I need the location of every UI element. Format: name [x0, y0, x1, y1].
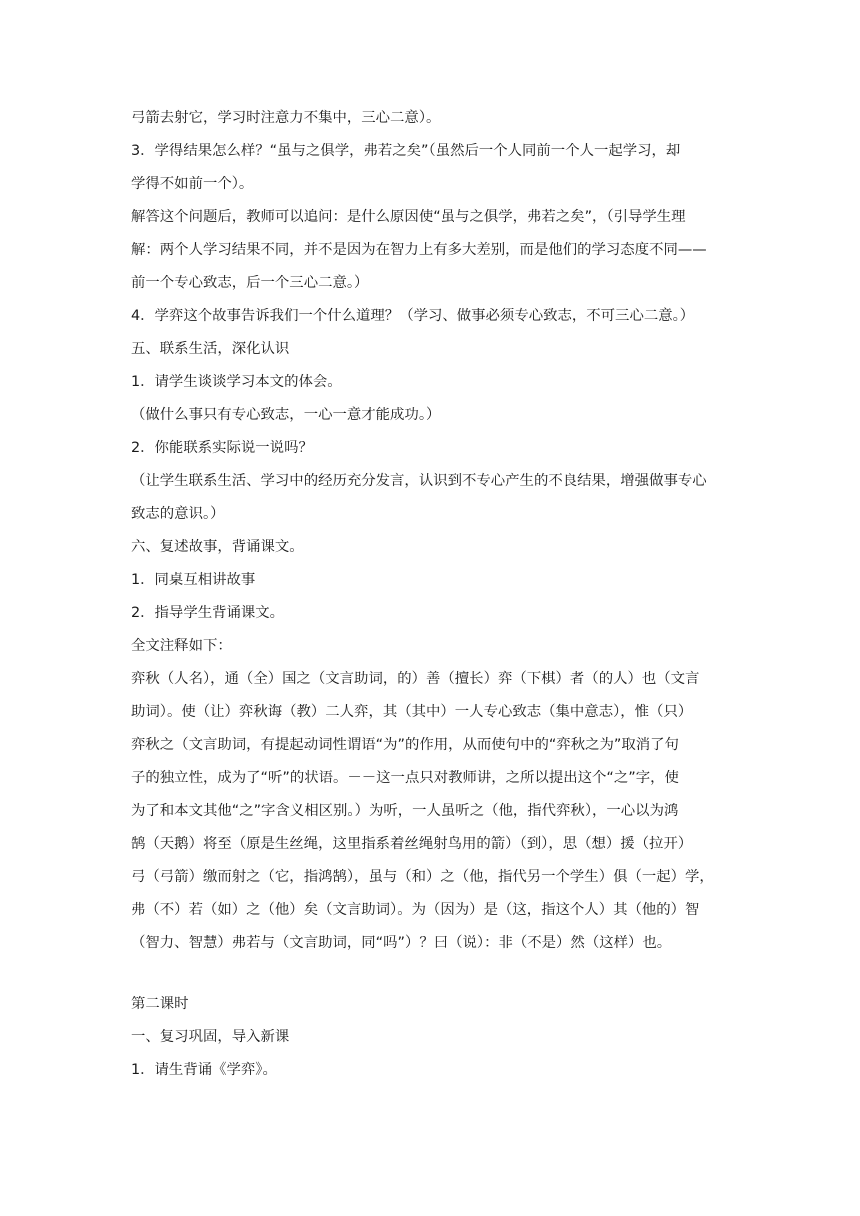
lesson-heading: 第二课时: [131, 996, 189, 1012]
annotation-line: 弈秋之（文言助词，有提起动词性谓语“为”的作用，从而使句中的“弈秋之为”取消了句: [131, 737, 679, 753]
text-line: 前一个专心致志，后一个三心二意。）: [131, 275, 369, 291]
annotation-line: （智力、智慧）弗若与（文言助词，同“吗”）？曰（说）：非（不是）然（这样）也。: [131, 935, 672, 951]
text-line: 1．请生背诵《学弈》。: [131, 1062, 277, 1078]
paragraph-gap: [131, 960, 731, 988]
text-line: 解答这个问题后，教师可以追问：是什么原因使“虽与之俱学，弗若之矣”，（引导学生理: [131, 209, 686, 225]
text-line: 2．指导学生背诵课文。: [131, 605, 285, 621]
text-line: （让学生联系生活、学习中的经历充分发言，认识到不专心产生的不良结果，增强做事专心: [131, 473, 707, 489]
section-heading: 六、复述故事，背诵课文。: [131, 539, 304, 555]
text-line: 弓箭去射它，学习时注意力不集中，三心二意）。: [131, 110, 441, 126]
text-line: 解：两个人学习结果不同，并不是因为在智力上有多大差别，而是他们的学习态度不同——: [131, 242, 707, 258]
annotation-line: 鹄（天鹅）将至（原是生丝绳，这里指系着丝绳射鸟用的箭）（到），思（想）援（拉开）: [131, 836, 693, 852]
text-line: 1．请学生谈谈学习本文的体会。: [131, 374, 342, 390]
text-line: 1．同桌互相讲故事: [131, 572, 256, 588]
text-line: 2．你能联系实际说一说吗？: [131, 440, 313, 456]
document-body: [131, 102, 731, 1087]
annotation-line: 弓（弓箭）缴而射之（它，指鸿鹄），虽与（和）之（他，指代另一个学生）俱（一起）学，: [131, 869, 714, 885]
annotation-line: 弈秋（人名），通（全）国之（文言助词，的）善（擅长）弈（下棋）者（的人）也（文言: [131, 671, 700, 687]
text-line: 3．学得结果怎么样？“虽与之俱学，弗若之矣”（虽然后一个人同前一个人一起学习，却: [131, 143, 681, 159]
text-line: 全文注释如下：: [131, 638, 232, 654]
annotation-line: 助词）。使（让）弈秋诲（教）二人弈，其（其中）一人专心致志（集中意志），惟（只）: [131, 704, 693, 720]
text-line: （做什么事只有专心致志，一心一意才能成功。）: [131, 407, 441, 423]
text-line: 学得不如前一个）。: [131, 176, 254, 192]
annotation-line: 子的独立性，成为了“听”的状语。－－这一点只对教师讲，之所以提出这个“之”字，使: [131, 770, 679, 786]
annotation-line: 弗（不）若（如）之（他）矣（文言助词）。为（因为）是（这，指这个人）其（他的）智: [131, 902, 700, 918]
section-heading: 一、复习巩固，导入新课: [131, 1029, 290, 1045]
section-heading: 五、联系生活，深化认识: [131, 341, 290, 357]
annotation-line: 为了和本文其他“之”字含义相区别。）为听，一人虽听之（他，指代弈秋），一心以为鸿: [131, 803, 679, 819]
text-line: 4．学弈这个故事告诉我们一个什么道理？（学习、做事必须专心致志，不可三心二意。）: [131, 308, 695, 324]
text-line: 致志的意识。）: [131, 506, 225, 522]
